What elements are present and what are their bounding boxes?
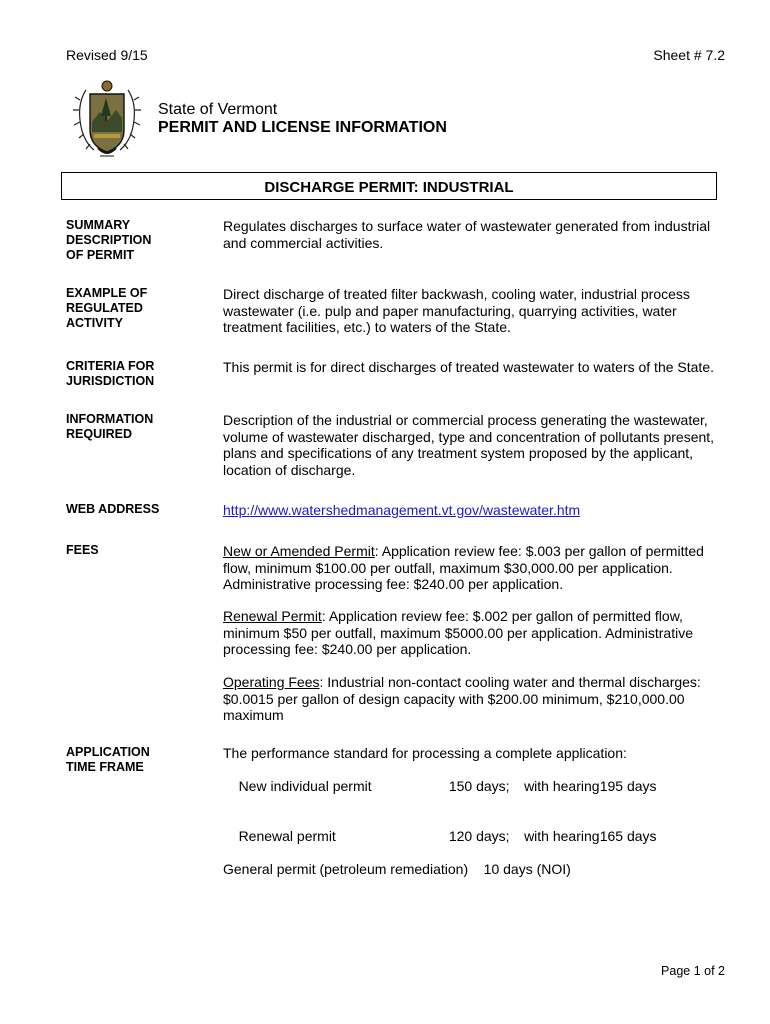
timeframe-hearing-days: 195 days (599, 778, 657, 794)
sheet-number: Sheet # 7.2 (653, 47, 725, 63)
new-permit-heading: New or Amended Permit (223, 543, 375, 559)
timeframe-row (223, 762, 723, 812)
revision-date: Revised 9/15 (66, 47, 148, 63)
timeframe-block (223, 745, 723, 877)
state-name: State of Vermont (158, 101, 278, 118)
timeframe-hearing-days: 165 days (599, 827, 657, 844)
renewal-permit-fee: : Application review fee: $.002 per gallon of permitted flow, minimum $50 per outfall, maximum $5000.00 per application. Administrative processing fee: $240.00 per application. (223, 608, 694, 657)
information-label: INFORMATION REQUIRED (66, 412, 154, 441)
timeframe-general: General permit (petroleum remediation) 10 days (NOI) (223, 860, 571, 877)
vermont-state-seal-icon (70, 76, 144, 162)
operating-fees-text: : Industrial non-contact cooling water and thermal discharges: $0.0015 per gallon of design capacity with $200.00 minimum, $210,000.00 maximum (223, 674, 701, 723)
information-text: Description of the industrial or commercial process generating the wastewater, volume of wastewater discharged, type and concentration of pollutants present, plans and specifications of any treatment system proposed by the applicant, location of discharge. (223, 412, 715, 478)
permit-title-box (61, 172, 717, 200)
timeframe-days: 120 days; (448, 827, 510, 844)
renewal-permit-heading: Renewal Permit (223, 608, 322, 624)
fees-renewal-text (223, 608, 723, 658)
timeframe-row (223, 811, 723, 861)
fees-new-text (223, 543, 723, 593)
page-number: Page 1 of 2 (661, 964, 725, 978)
timeframe-label: APPLICATION TIME FRAME (66, 745, 150, 774)
web-label: WEB ADDRESS (66, 502, 160, 516)
timeframe-days: 150 days; (448, 778, 510, 794)
operating-fees-heading: Operating Fees (223, 674, 320, 690)
summary-label: SUMMARY DESCRIPTION OF PERMIT (66, 218, 152, 262)
summary-text: Regulates discharges to surface water of wastewater generated from industrial and commercial activities. (223, 218, 711, 251)
timeframe-hearing: with hearing (524, 778, 600, 794)
permit-title: DISCHARGE PERMIT: INDUSTRIAL (264, 179, 514, 196)
web-address-link[interactable]: http://www.watershedmanagement.vt.gov/wastewater.htm (223, 502, 581, 518)
page-title: PERMIT AND LICENSE INFORMATION (158, 119, 447, 136)
fees-label: FEES (66, 543, 99, 557)
example-label: EXAMPLE OF REGULATED ACTIVITY (66, 286, 148, 330)
timeframe-permit-type: New individual permit (238, 778, 372, 794)
fees-operating-text (223, 674, 723, 724)
new-permit-fee: : Application review fee: $.003 per gallon of permitted flow, minimum $100.00 per outfall, maximum $30,000.00 per application. Administrative processing fee: $240.00 per application. (223, 543, 704, 592)
example-text: Direct discharge of treated filter backwash, cooling water, industrial process wastewater (i.e. pulp and paper manufacturing, quarrying activities, water treatment facilities, etc.) to waters of the State. (223, 286, 690, 335)
timeframe-permit-type: Renewal permit (238, 827, 336, 844)
timeframe-intro: The performance standard for processing a complete application: (223, 745, 627, 761)
timeframe-hearing: with hearing (524, 827, 600, 844)
criteria-text: This permit is for direct discharges of treated wastewater to waters of the State. (223, 359, 714, 375)
criteria-label: CRITERIA FOR JURISDICTION (66, 359, 155, 388)
